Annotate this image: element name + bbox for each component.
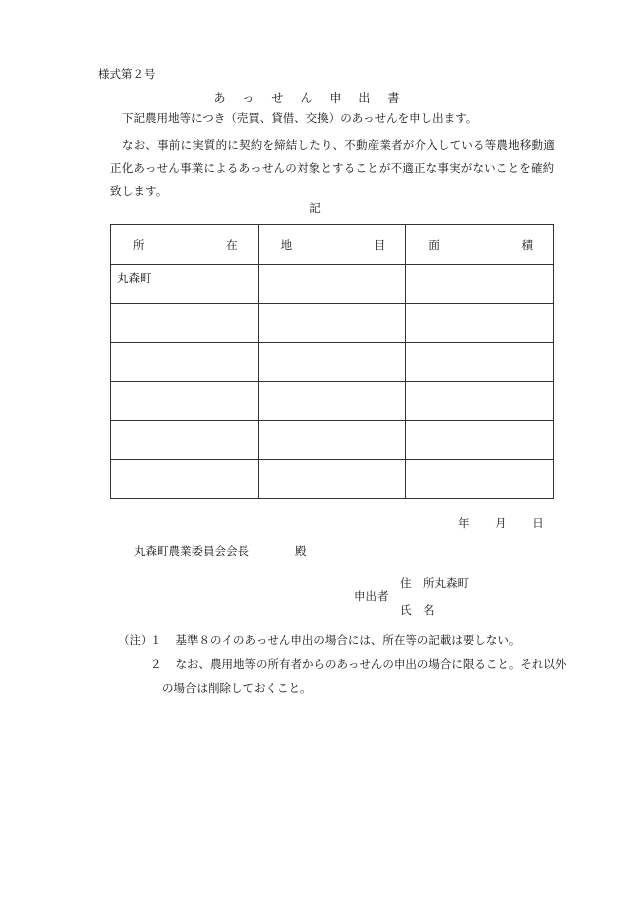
- cell-location[interactable]: [111, 304, 259, 343]
- pledge-paragraph: なお、事前に実質的に契約を締結したり、不動産業者が介入している等農地移動適正化あっせん事業によるあっせんの対象とすることが不適正な事実がないことを確約致します。: [110, 138, 555, 198]
- cell-land-category[interactable]: [258, 265, 406, 304]
- note-number: １: [150, 633, 162, 647]
- cell-area[interactable]: [406, 304, 554, 343]
- applicant-name: 氏 名: [400, 603, 435, 617]
- header-land-category: 地目: [258, 225, 406, 265]
- intro-paragraph: 下記農用地等につき（売買、貸借、交換）のあっせんを申し出ます。: [122, 111, 478, 125]
- cell-location[interactable]: [111, 460, 259, 499]
- table-row: [111, 460, 554, 499]
- document-title: あっせん申出書: [213, 91, 417, 105]
- cell-area[interactable]: [406, 265, 554, 304]
- ki-heading: 記: [309, 201, 321, 215]
- table-header-row: [111, 225, 554, 265]
- cell-land-category[interactable]: [258, 343, 406, 382]
- notes-label: （注）: [118, 633, 153, 647]
- cell-land-category[interactable]: [258, 382, 406, 421]
- cell-area[interactable]: [406, 421, 554, 460]
- note-continuation: の場合は削除しておくこと。: [162, 681, 312, 695]
- table-row: [111, 382, 554, 421]
- cell-location[interactable]: [111, 421, 259, 460]
- table-row: [111, 265, 554, 304]
- table-row: [111, 421, 554, 460]
- note-text: 基準８のイのあっせん申出の場合には、所在等の記載は要しない。: [175, 633, 521, 647]
- date-line: 年 月 日: [458, 516, 544, 530]
- applicant-label: 申出者: [354, 589, 389, 603]
- header-area: 面積: [406, 225, 554, 265]
- note-item: [150, 656, 566, 672]
- cell-location[interactable]: 丸森町: [111, 265, 259, 304]
- note-text: なお、農用地等の所有者からのあっせんの申出の場合に限ること。それ以外: [175, 657, 567, 671]
- header-location: 所在: [111, 225, 259, 265]
- land-table: [110, 224, 554, 499]
- cell-area[interactable]: [406, 460, 554, 499]
- form-number: 様式第２号: [98, 67, 156, 81]
- table-row: [111, 343, 554, 382]
- note-item: [150, 632, 520, 648]
- table-row: [111, 304, 554, 343]
- cell-location[interactable]: [111, 382, 259, 421]
- cell-location[interactable]: [111, 343, 259, 382]
- applicant-address: 住 所丸森町: [400, 576, 469, 590]
- cell-land-category[interactable]: [258, 421, 406, 460]
- addressee: 丸森町農業委員会会長 殿: [134, 544, 307, 558]
- cell-area[interactable]: [406, 343, 554, 382]
- note-number: ２: [150, 657, 162, 671]
- cell-land-category[interactable]: [258, 304, 406, 343]
- cell-area[interactable]: [406, 382, 554, 421]
- cell-land-category[interactable]: [258, 460, 406, 499]
